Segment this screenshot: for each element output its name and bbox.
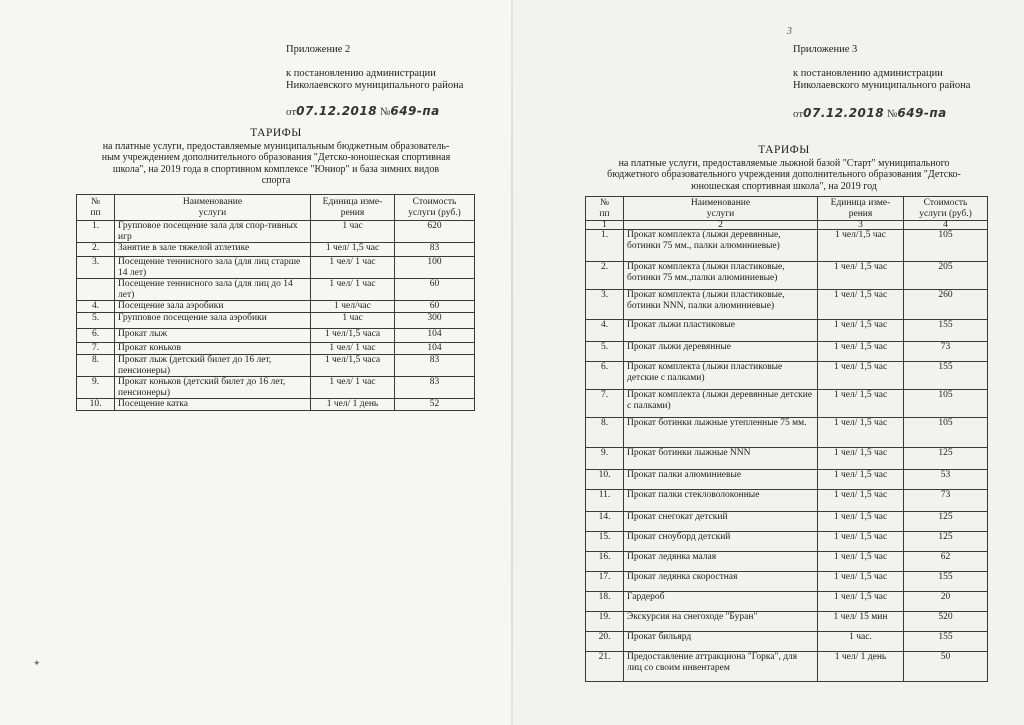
cell-name: Посещение зала аэробики (115, 301, 311, 313)
cell-price: 125 (904, 532, 988, 552)
right-table-header (586, 197, 988, 221)
cell-price: 300 (395, 313, 475, 329)
table-row (77, 221, 475, 243)
left-sig-prefix: от (286, 106, 297, 118)
cell-name: Прокат коньков (детский билет до 16 лет, пенсионеры) (115, 377, 311, 399)
cell-unit: 1 час (311, 221, 395, 243)
cell-price: 105 (904, 230, 988, 262)
cell-num: 1. (586, 230, 624, 262)
table-row (586, 612, 988, 632)
cell-price: 260 (904, 290, 988, 320)
table-row (586, 632, 988, 652)
cell-num: 2. (586, 262, 624, 290)
cell-price: 60 (395, 279, 475, 301)
cell-unit: 1 чел/1,5 часа (311, 355, 395, 377)
cell-num: 16. (586, 552, 624, 572)
cell-num: 3. (586, 290, 624, 320)
cell-price: 62 (904, 552, 988, 572)
cell-num: 20. (586, 632, 624, 652)
table-row (77, 313, 475, 329)
cell-unit: 1 чел/ 1,5 час (818, 552, 904, 572)
right-heading-line1: на платные услуги, предоставляемые лыжной базой "Старт" муниципального (618, 157, 950, 169)
cell-num: 5. (586, 342, 624, 362)
cell-unit: 1 час (311, 313, 395, 329)
cell-unit: 1 чел/ 1,5 час (818, 470, 904, 490)
table-row (77, 279, 475, 301)
table-row (586, 262, 988, 290)
right-heading-line3: юношеская спортивная школа", на 2019 год (691, 180, 877, 192)
cell-name: Прокат палки алюминиевые (624, 470, 818, 490)
cell-num: 15. (586, 532, 624, 552)
left-appendix-title: Приложение 2 (286, 44, 351, 55)
right-sig-prefix: от (793, 108, 804, 120)
cell-price: 155 (904, 632, 988, 652)
cell-unit: 1 чел/ 1 день (818, 652, 904, 682)
left-col-price: Стоимость услуги (руб.) (395, 195, 475, 221)
right-signature-line (793, 106, 947, 120)
cell-num: 19. (586, 612, 624, 632)
cell-unit: 1 чел/ 1,5 час (818, 290, 904, 320)
cell-price: 73 (904, 490, 988, 512)
left-col-unit: Единица изме- рения (311, 195, 395, 221)
cell-unit: 1 чел/ 1 день (311, 399, 395, 411)
left-heading-line3: школа", на 2019 года в спортивном комплексе "Юниор" и база зимних видов (112, 163, 440, 175)
right-appendix-block (793, 44, 970, 92)
cell-name: Прокат ботинки лыжные утепленные 75 мм. (624, 418, 818, 448)
cell-num: 7. (586, 390, 624, 418)
cell-price: 105 (904, 418, 988, 448)
cell-name: Прокат комплекта (лыжи пластиковые, ботинки 75 мм.,палки алюминиевые) (624, 262, 818, 290)
table-row (586, 470, 988, 490)
right-appendix-line1: к постановлению администрации (793, 68, 943, 79)
cell-num: 4. (586, 320, 624, 342)
cell-name: Прокат лыж (115, 329, 311, 343)
cell-name: Прокат комплекта (лыжи пластиковые, ботинки NNN, палки алюминиевые) (624, 290, 818, 320)
cell-price: 52 (395, 399, 475, 411)
left-sig-number: 649-па (390, 104, 440, 118)
left-signature-line (286, 104, 440, 118)
right-heading (578, 145, 990, 192)
cell-name: Прокат комплекта (лыжи деревянные, ботинки 75 мм., палки алюминиевые) (624, 230, 818, 262)
cell-unit: 1 чел/1,5 часа (311, 329, 395, 343)
table-row (586, 532, 988, 552)
right-sig-no: № (886, 108, 898, 120)
right-col-name: Наименование услуги (624, 197, 818, 221)
cell-price: 100 (395, 257, 475, 279)
cell-unit: 1 чел/ 1,5 час (818, 512, 904, 532)
cell-name: Прокат лыжи деревянные (624, 342, 818, 362)
table-row (77, 343, 475, 355)
left-sig-date: 07.12.2018 (296, 104, 378, 118)
right-sig-number: 649-па (897, 106, 947, 120)
left-tariff-table (76, 194, 475, 411)
left-appendix-block (286, 44, 463, 92)
cell-name: Прокат ботинки лыжные NNN (624, 448, 818, 470)
cell-name: Посещение катка (115, 399, 311, 411)
left-heading-line1: на платные услуги, предоставляемые муниципальным бюджетным образователь- (102, 140, 450, 152)
left-appendix-line2: Николаевского муниципального района (286, 80, 464, 91)
cell-num: 4. (77, 301, 115, 313)
cell-name: Посещение теннисного зала (для лиц до 14 лет) (115, 279, 311, 301)
cell-unit: 1 чел/ 1 час (311, 279, 395, 301)
table-row (77, 243, 475, 257)
right-index-row: 1 2 3 4 (586, 221, 988, 230)
cell-num: 10. (586, 470, 624, 490)
table-row (586, 572, 988, 592)
cell-price: 155 (904, 362, 988, 390)
cell-unit: 1 чел/ 1 час (311, 257, 395, 279)
cell-unit: 1 чел/1,5 час (818, 230, 904, 262)
table-row (586, 652, 988, 682)
table-row (586, 230, 988, 262)
cell-num: 11. (586, 490, 624, 512)
cell-price: 105 (904, 390, 988, 418)
cell-price: 83 (395, 243, 475, 257)
cell-unit: 1 чел/ 1,5 час (818, 262, 904, 290)
cell-num: 8. (77, 355, 115, 377)
page-fold (511, 0, 513, 725)
cell-price: 155 (904, 320, 988, 342)
right-sig-date: 07.12.2018 (803, 106, 885, 120)
right-tariff-table (585, 196, 988, 682)
left-col-name: Наименование услуги (115, 195, 311, 221)
cell-num: 21. (586, 652, 624, 682)
table-row (586, 342, 988, 362)
table-row (77, 399, 475, 411)
cell-price: 83 (395, 377, 475, 399)
table-row (586, 362, 988, 390)
cell-num: 3. (77, 257, 115, 279)
cell-name: Прокат бильярд (624, 632, 818, 652)
cell-num: 8. (586, 418, 624, 448)
table-row (586, 448, 988, 470)
cell-name: Прокат палки стекловолоконные (624, 490, 818, 512)
cell-name: Прокат сноуборд детский (624, 532, 818, 552)
cell-unit: 1 чел/ 1 час (311, 377, 395, 399)
cell-unit: 1 чел/ 1,5 час (818, 572, 904, 592)
cell-unit: 1 чел/час (311, 301, 395, 313)
cell-unit: 1 чел/ 1,5 час (818, 342, 904, 362)
cell-price: 60 (395, 301, 475, 313)
table-row (586, 320, 988, 342)
cell-name: Прокат коньков (115, 343, 311, 355)
table-row (586, 290, 988, 320)
cell-name: Прокат лыж (детский билет до 16 лет, пенсионеры) (115, 355, 311, 377)
cell-num: 9. (77, 377, 115, 399)
cell-unit: 1 чел/ 1,5 час (818, 448, 904, 470)
cell-price: 205 (904, 262, 988, 290)
cell-name: Прокат снегокат детский (624, 512, 818, 532)
cell-unit: 1 чел/ 1,5 час (311, 243, 395, 257)
cell-name: Предоставление аттракциона "Горка", для лиц со своим инвентарем (624, 652, 818, 682)
table-row (77, 355, 475, 377)
cell-name: Прокат ледянка малая (624, 552, 818, 572)
right-col-num: № пп (586, 197, 624, 221)
right-appendix-title: Приложение 3 (793, 44, 858, 55)
cell-unit: 1 чел/ 15 мин (818, 612, 904, 632)
cell-name: Экскурсия на снегоходе "Буран" (624, 612, 818, 632)
cell-name: Гардероб (624, 592, 818, 612)
cell-name: Прокат комплекта (лыжи деревянные детские с палками) (624, 390, 818, 418)
table-row (586, 552, 988, 572)
left-sig-no: № (379, 106, 391, 118)
table-row (586, 592, 988, 612)
cell-price: 50 (904, 652, 988, 682)
cell-unit: 1 чел/ 1 час (311, 343, 395, 355)
cell-num: 18. (586, 592, 624, 612)
cell-unit: 1 час. (818, 632, 904, 652)
table-row (77, 329, 475, 343)
table-row (586, 418, 988, 448)
cell-name: Прокат комплекта (лыжи пластиковые детские с палками) (624, 362, 818, 390)
table-row (77, 301, 475, 313)
left-heading-line4: спорта (261, 175, 291, 186)
cell-num: 7. (77, 343, 115, 355)
scan-speck: ✦ (33, 658, 41, 668)
cell-price: 104 (395, 329, 475, 343)
cell-price: 83 (395, 355, 475, 377)
right-col-price: Стоимость услуги (руб.) (904, 197, 988, 221)
left-heading-line2: ным учреждением дополнительного образования "Детско-юношеская спортивная (101, 152, 451, 163)
right-heading-title: ТАРИФЫ (758, 144, 810, 156)
table-row (586, 390, 988, 418)
cell-name: Посещение теннисного зала (для лиц старше 14 лет) (115, 257, 311, 279)
left-table-header (77, 195, 475, 221)
cell-unit: 1 чел/ 1,5 час (818, 532, 904, 552)
cell-price: 155 (904, 572, 988, 592)
cell-name: Прокат лыжи пластиковые (624, 320, 818, 342)
cell-num (77, 279, 115, 301)
left-heading (70, 128, 482, 187)
cell-name: Групповое посещение зала аэробики (115, 313, 311, 329)
cell-num: 1. (77, 221, 115, 243)
table-row (586, 490, 988, 512)
cell-num: 5. (77, 313, 115, 329)
cell-unit: 1 чел/ 1,5 час (818, 592, 904, 612)
cell-num: 6. (77, 329, 115, 343)
cell-unit: 1 чел/ 1,5 час (818, 390, 904, 418)
cell-price: 20 (904, 592, 988, 612)
right-col-unit: Единица изме- рения (818, 197, 904, 221)
table-row (77, 257, 475, 279)
cell-num: 2. (77, 243, 115, 257)
page-number: 3 (787, 26, 792, 37)
cell-unit: 1 чел/ 1,5 час (818, 362, 904, 390)
cell-price: 620 (395, 221, 475, 243)
cell-unit: 1 чел/ 1,5 час (818, 320, 904, 342)
cell-name: Прокат ледянка скоростная (624, 572, 818, 592)
cell-price: 104 (395, 343, 475, 355)
cell-price: 53 (904, 470, 988, 490)
cell-price: 73 (904, 342, 988, 362)
cell-num: 6. (586, 362, 624, 390)
right-appendix-line2: Николаевского муниципального района (793, 80, 971, 91)
cell-price: 520 (904, 612, 988, 632)
cell-num: 9. (586, 448, 624, 470)
left-appendix-line1: к постановлению администрации (286, 68, 436, 79)
cell-num: 17. (586, 572, 624, 592)
left-heading-title: ТАРИФЫ (250, 127, 302, 139)
cell-name: Групповое посещение зала для спор-тивных игр (115, 221, 311, 243)
cell-num: 10. (77, 399, 115, 411)
table-row (77, 377, 475, 399)
cell-price: 125 (904, 512, 988, 532)
left-col-num: № пп (77, 195, 115, 221)
cell-name: Занятие в зале тяжелой атлетике (115, 243, 311, 257)
cell-num: 14. (586, 512, 624, 532)
cell-price: 125 (904, 448, 988, 470)
cell-unit: 1 чел/ 1,5 час (818, 418, 904, 448)
cell-unit: 1 чел/ 1,5 час (818, 490, 904, 512)
table-row (586, 512, 988, 532)
right-heading-line2: бюджетного образовательного учреждения дополнительного образования "Детско- (607, 169, 961, 180)
